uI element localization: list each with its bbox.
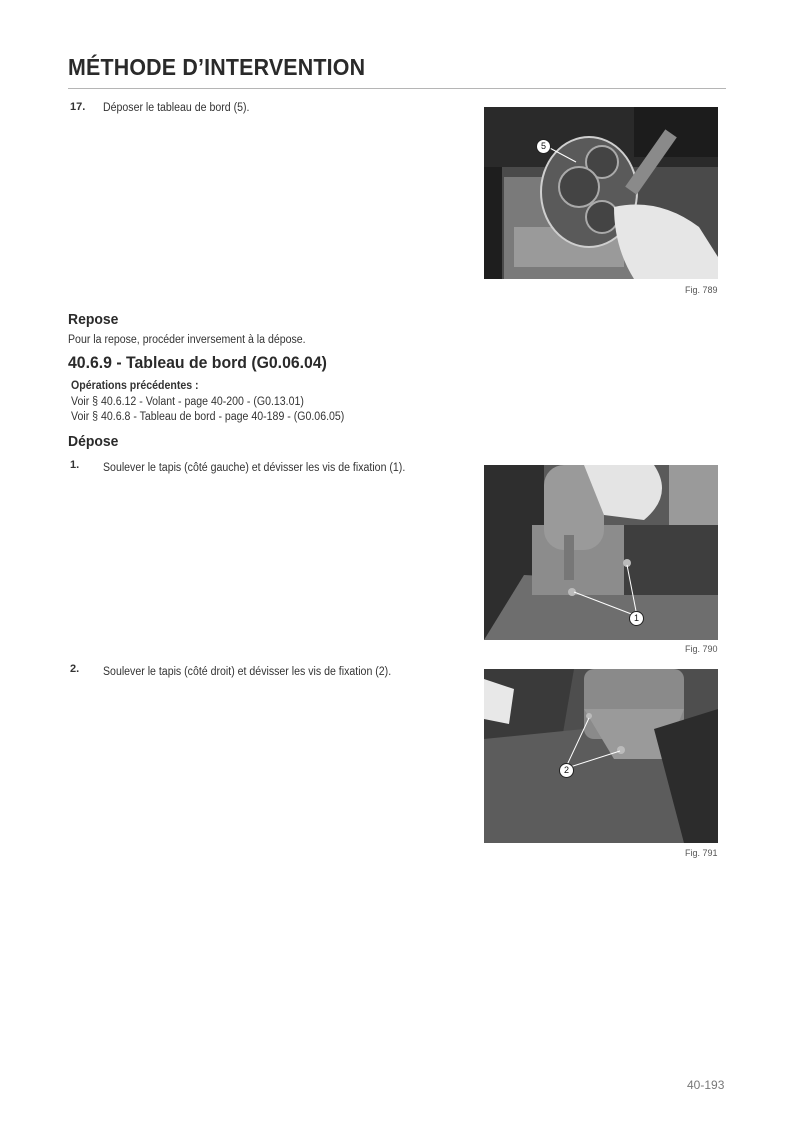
step-text: Soulever le tapis (côté droit) et dévisser les vis de fixation (2).: [103, 666, 392, 678]
prev-ops-label: Opérations précédentes :: [71, 380, 199, 392]
step-number: 17.: [70, 101, 86, 113]
callout-5: 5: [536, 139, 551, 154]
callout-1: 1: [629, 611, 644, 626]
prev-op-link[interactable]: Voir § 40.6.12 - Volant - page 40-200 - (G0.13.01): [71, 396, 304, 408]
title-divider: [68, 88, 726, 89]
figure-caption: Fig. 789: [685, 285, 718, 295]
figure-caption: Fig. 791: [685, 848, 718, 858]
repose-text: Pour la repose, procéder inversement à la dépose.: [68, 334, 306, 346]
step-text: Déposer le tableau de bord (5).: [103, 102, 250, 114]
step-number: 2.: [70, 663, 80, 675]
figure-caption: Fig. 790: [685, 644, 718, 654]
page-title: MÉTHODE D’INTERVENTION: [68, 54, 366, 80]
figure-791-photo: [484, 669, 718, 843]
section-heading: 40.6.9 - Tableau de bord (G0.06.04): [68, 353, 327, 372]
callout-2: 2: [559, 763, 574, 778]
step-number: 1.: [70, 459, 80, 471]
depose-heading: Dépose: [68, 433, 119, 450]
prev-op-link[interactable]: Voir § 40.6.8 - Tableau de bord - page 40-189 - (G0.06.05): [71, 411, 345, 423]
repose-heading: Repose: [68, 311, 119, 328]
page-number: 40-193: [687, 1078, 725, 1092]
step-text: Soulever le tapis (côté gauche) et dévisser les vis de fixation (1).: [103, 462, 406, 474]
figure-789-photo: [484, 107, 718, 279]
figure-790-photo: [484, 465, 718, 640]
